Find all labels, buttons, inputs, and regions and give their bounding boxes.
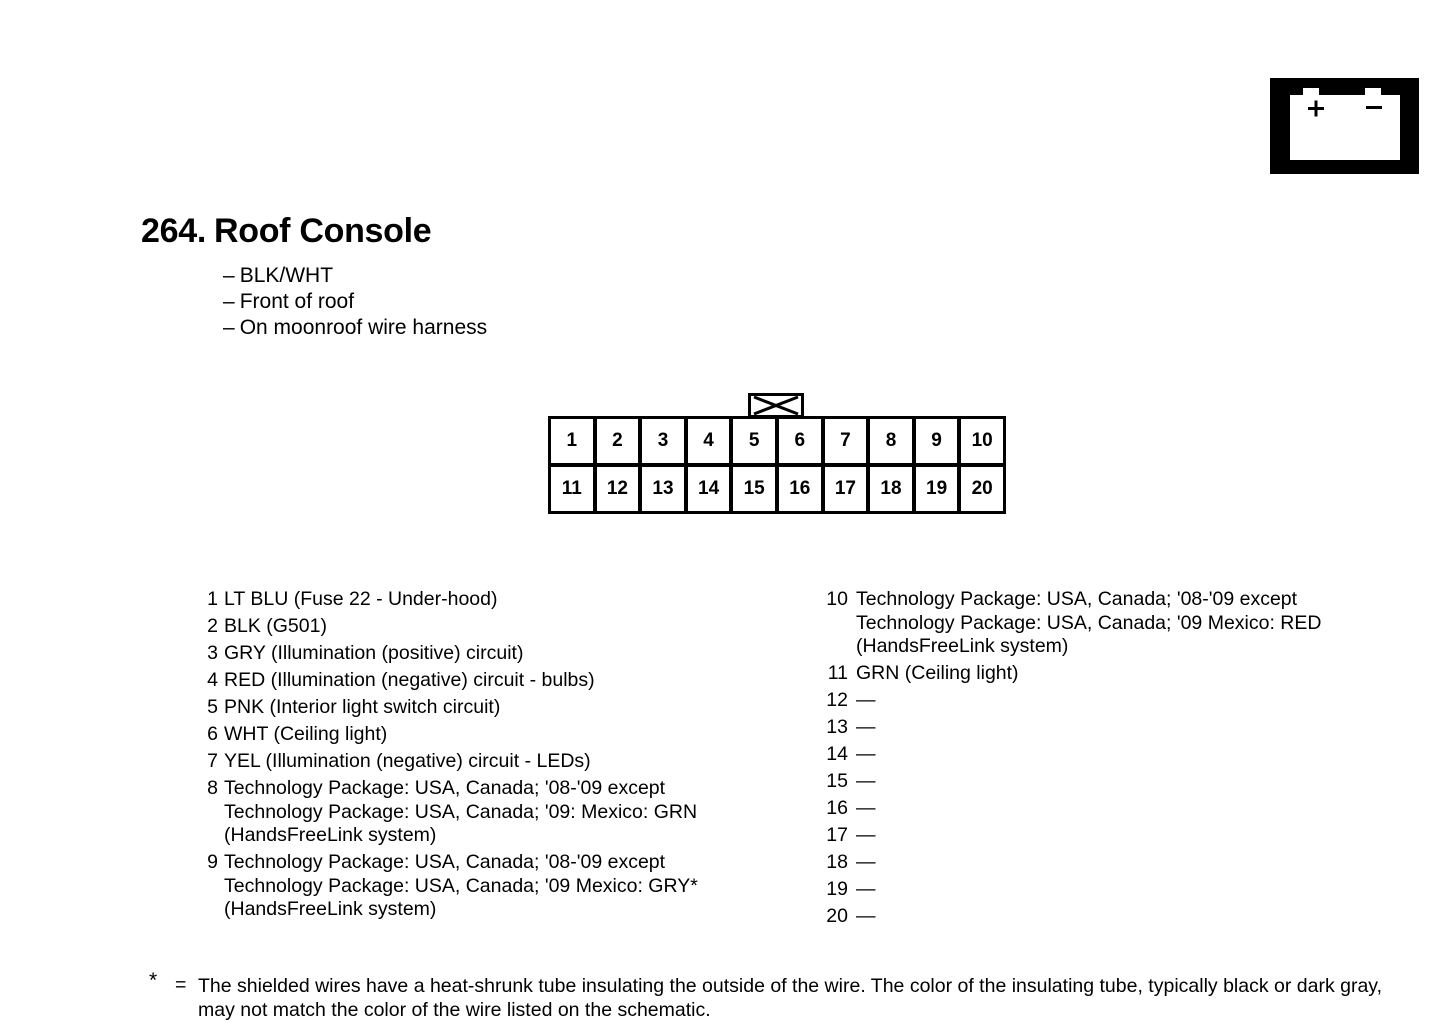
- pin-cell: 6: [779, 419, 821, 463]
- pin-cell: 13: [642, 467, 684, 511]
- section-number: 264.: [141, 212, 206, 250]
- connector-latch-icon: [748, 393, 804, 418]
- pin-cell: 18: [870, 467, 912, 511]
- list-item: 6 WHT (Ceiling light): [207, 723, 388, 745]
- detail-location: – Front of roof: [223, 290, 355, 313]
- detail-harness: – On moonroof wire harness: [223, 316, 488, 339]
- connector-diagram: [548, 393, 1006, 516]
- list-item: 20 —: [826, 905, 876, 927]
- list-item: 9 Technology Package: USA, Canada; '08-'09 except Technology Package: USA, Canada; '09 Mexico: GRY* (HandsFreeLink system): [207, 851, 698, 920]
- pin-cell: 3: [642, 419, 684, 463]
- footnote-equals: =: [175, 974, 187, 996]
- pin-cell: 17: [825, 467, 867, 511]
- pin-cell: 8: [870, 419, 912, 463]
- list-item: 3 GRY (Illumination (positive) circuit): [207, 642, 524, 664]
- list-item: 10 Technology Package: USA, Canada; '08-'09 except Technology Package: USA, Canada; '09 Mexico: RED (HandsFreeLink system): [826, 588, 1322, 657]
- list-item: 14 —: [826, 743, 876, 765]
- detail-color: – BLK/WHT: [223, 264, 334, 287]
- page-title: [141, 212, 431, 251]
- pin-cell: 20: [961, 467, 1003, 511]
- list-item: 16 —: [826, 797, 876, 819]
- pin-cell: 11: [551, 467, 593, 511]
- list-item: 5 PNK (Interior light switch circuit): [207, 696, 501, 718]
- pin-cell: 14: [688, 467, 730, 511]
- pin-cell: 12: [597, 467, 639, 511]
- pin-cell: 10: [961, 419, 1003, 463]
- pin-list-left: [196, 588, 756, 925]
- list-item: 18 —: [826, 851, 876, 873]
- section-title: Roof Console: [213, 212, 432, 250]
- pin-cell: 7: [825, 419, 867, 463]
- list-item: 15 —: [826, 770, 876, 792]
- list-item: 1 LT BLU (Fuse 22 - Under-hood): [207, 588, 498, 610]
- footnote-text: The shielded wires have a heat-shrunk tube insulating the outside of the wire. The color of the insulating tube, typically black or dark gray, may not match the color of the wire listed on the schematic.: [198, 975, 1383, 1021]
- list-item: 19 —: [826, 878, 876, 900]
- list-item: 11 GRN (Ceiling light): [827, 662, 1019, 684]
- pin-cell: 15: [733, 467, 775, 511]
- pin-cell: 19: [916, 467, 958, 511]
- list-item: 2 BLK (G501): [207, 615, 327, 637]
- pin-cell: 1: [551, 419, 593, 463]
- list-item: 4 RED (Illumination (negative) circuit - bulbs): [207, 669, 595, 691]
- connector-details: [223, 263, 487, 341]
- list-item: 12 —: [826, 689, 876, 711]
- pin-cell: 4: [688, 419, 730, 463]
- list-item: 7 YEL (Illumination (negative) circuit - LEDs): [207, 750, 591, 772]
- list-item: 17 —: [826, 824, 876, 846]
- pin-list-right: [820, 588, 1360, 932]
- battery-icon: [1270, 78, 1419, 174]
- pin-cell: 2: [597, 419, 639, 463]
- pin-cell: 16: [779, 467, 821, 511]
- connector-face: [548, 416, 1006, 514]
- pin-cell: 9: [916, 419, 958, 463]
- list-item: 8 Technology Package: USA, Canada; '08-'09 except Technology Package: USA, Canada; '09: Mexico: GRN (HandsFreeLink system): [207, 777, 698, 846]
- footnote-marker: *: [149, 969, 158, 992]
- list-item: 13 —: [826, 716, 876, 738]
- pin-cell: 5: [733, 419, 775, 463]
